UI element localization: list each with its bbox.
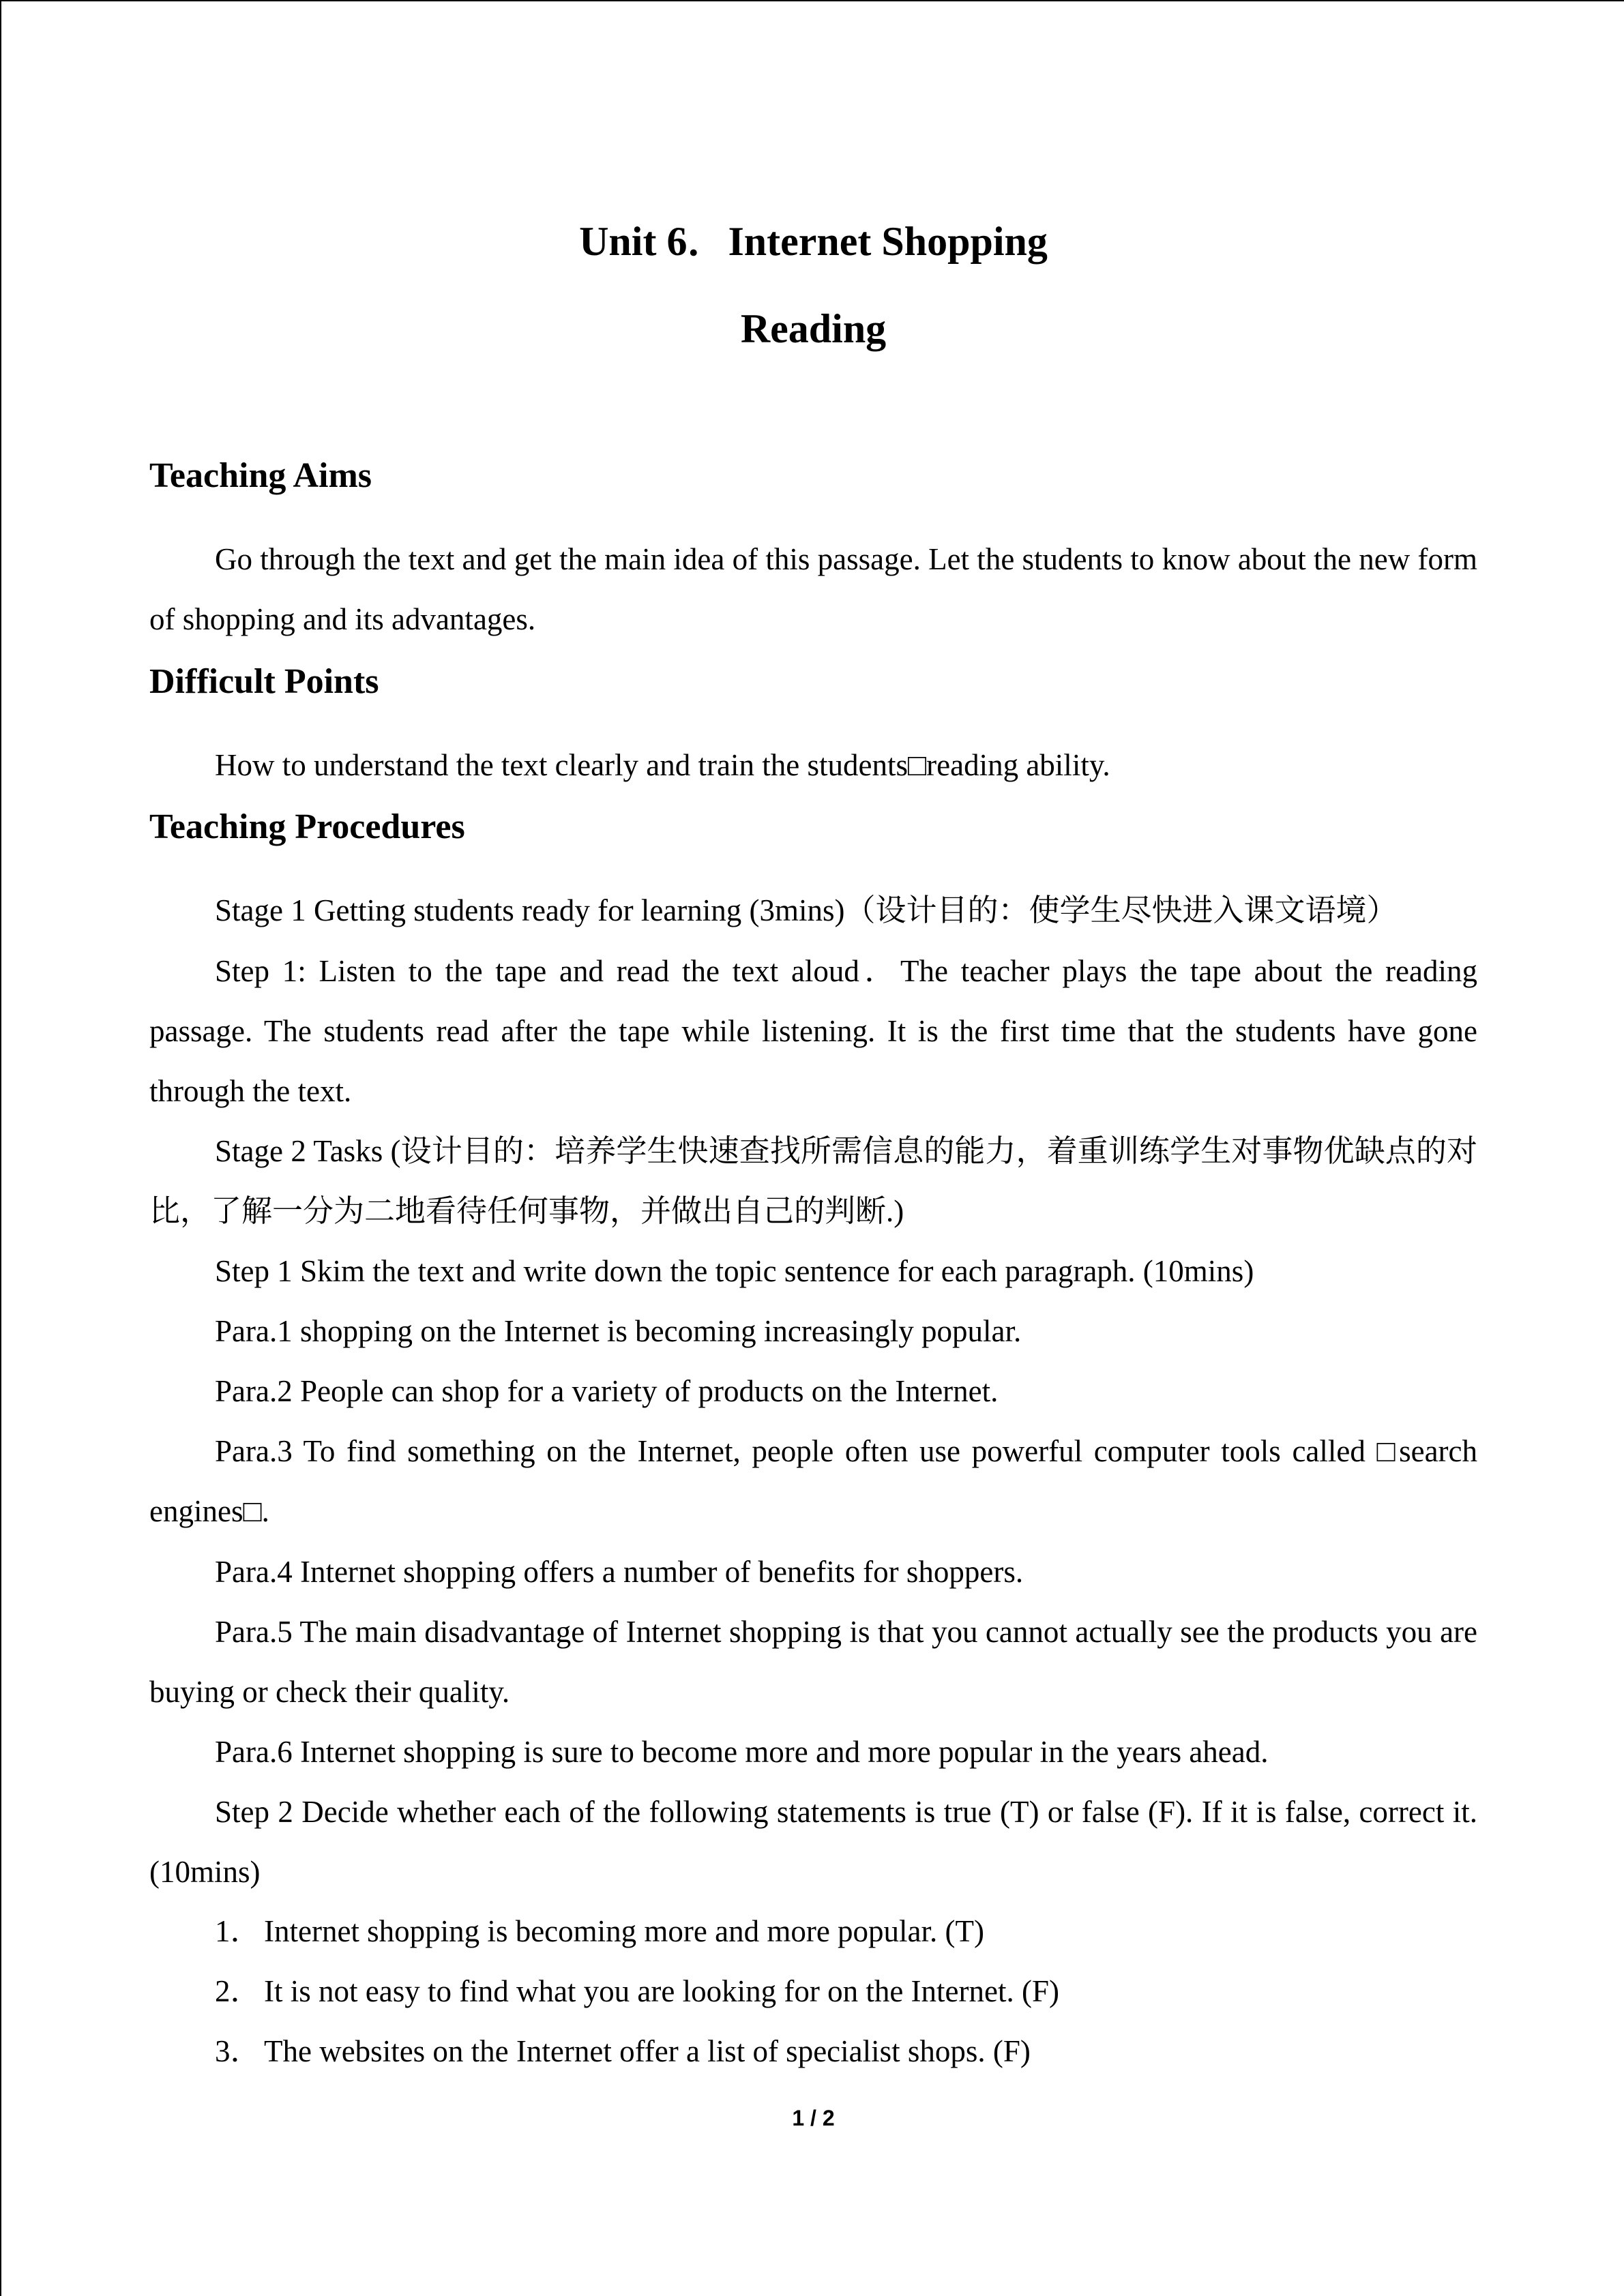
list-item xyxy=(215,1916,984,1947)
item-number: 1． xyxy=(215,1914,261,1948)
step-1-listen-text: Step 1: Listen to the tape and read the text aloud．The teacher plays the tape about the reading passage. The students read after the tape while listening. It is the first time that the students have gone through the text. xyxy=(149,954,1477,1108)
heading-difficult-points: Difficult Points xyxy=(149,662,379,701)
document-title: Unit 6．Internet Shopping xyxy=(579,219,1048,264)
list-item: Para.1 shopping on the Internet is becoming increasingly popular. xyxy=(215,1314,1022,1348)
stage-2-text: Stage 2 Tasks (设计目的：培养学生快速查找所需信息的能力，着重训练学生对事物优缺点的对比，了解一分为二地看待任何事物，并做出自己的判断.) xyxy=(149,1134,1477,1228)
list-item: Para.3 To find something on the Internet, people often use powerful computer tools called □search engines□. xyxy=(149,1434,1477,1528)
step-1-skim-text: Step 1 Skim the text and write down the topic sentence for each paragraph. (10mins) xyxy=(215,1254,1254,1288)
list-item xyxy=(215,1976,1059,2007)
heading-teaching-procedures: Teaching Procedures xyxy=(149,807,465,846)
list-item xyxy=(215,2036,1031,2067)
item-text: The websites on the Internet offer a list of specialist shops. (F) xyxy=(264,2034,1031,2068)
list-item: Para.4 Internet shopping offers a number of benefits for shoppers. xyxy=(215,1555,1024,1589)
step-2-text: Step 2 Decide whether each of the following statements is true (T) or false (F). If it is false, correct it. (10mins) xyxy=(149,1795,1477,1889)
list-item: Para.6 Internet shopping is sure to become more and more popular in the years ahead. xyxy=(215,1735,1269,1769)
item-text: Internet shopping is becoming more and more popular. (T) xyxy=(264,1914,984,1948)
teaching-aims-text: Go through the text and get the main idea of this passage. Let the students to know about the new form of shopping and its advantages. xyxy=(149,542,1477,636)
stage-1-text: Stage 1 Getting students ready for learning (3mins)（设计目的：使学生尽快进入课文语境） xyxy=(215,893,1398,927)
page-number: 1 / 2 xyxy=(792,2106,835,2130)
item-number: 2． xyxy=(215,1974,261,2008)
list-item: Para.5 The main disadvantage of Internet shopping is that you cannot actually see the products you are buying or check their quality. xyxy=(149,1615,1477,1709)
item-text: It is not easy to find what you are looking for on the Internet. (F) xyxy=(264,1974,1059,2008)
document-subtitle: Reading xyxy=(740,306,887,351)
difficult-points-text: How to understand the text clearly and train the students□reading ability. xyxy=(215,748,1110,782)
heading-teaching-aims: Teaching Aims xyxy=(149,456,372,495)
list-item: Para.2 People can shop for a variety of products on the Internet. xyxy=(215,1374,999,1408)
item-number: 3． xyxy=(215,2034,261,2068)
